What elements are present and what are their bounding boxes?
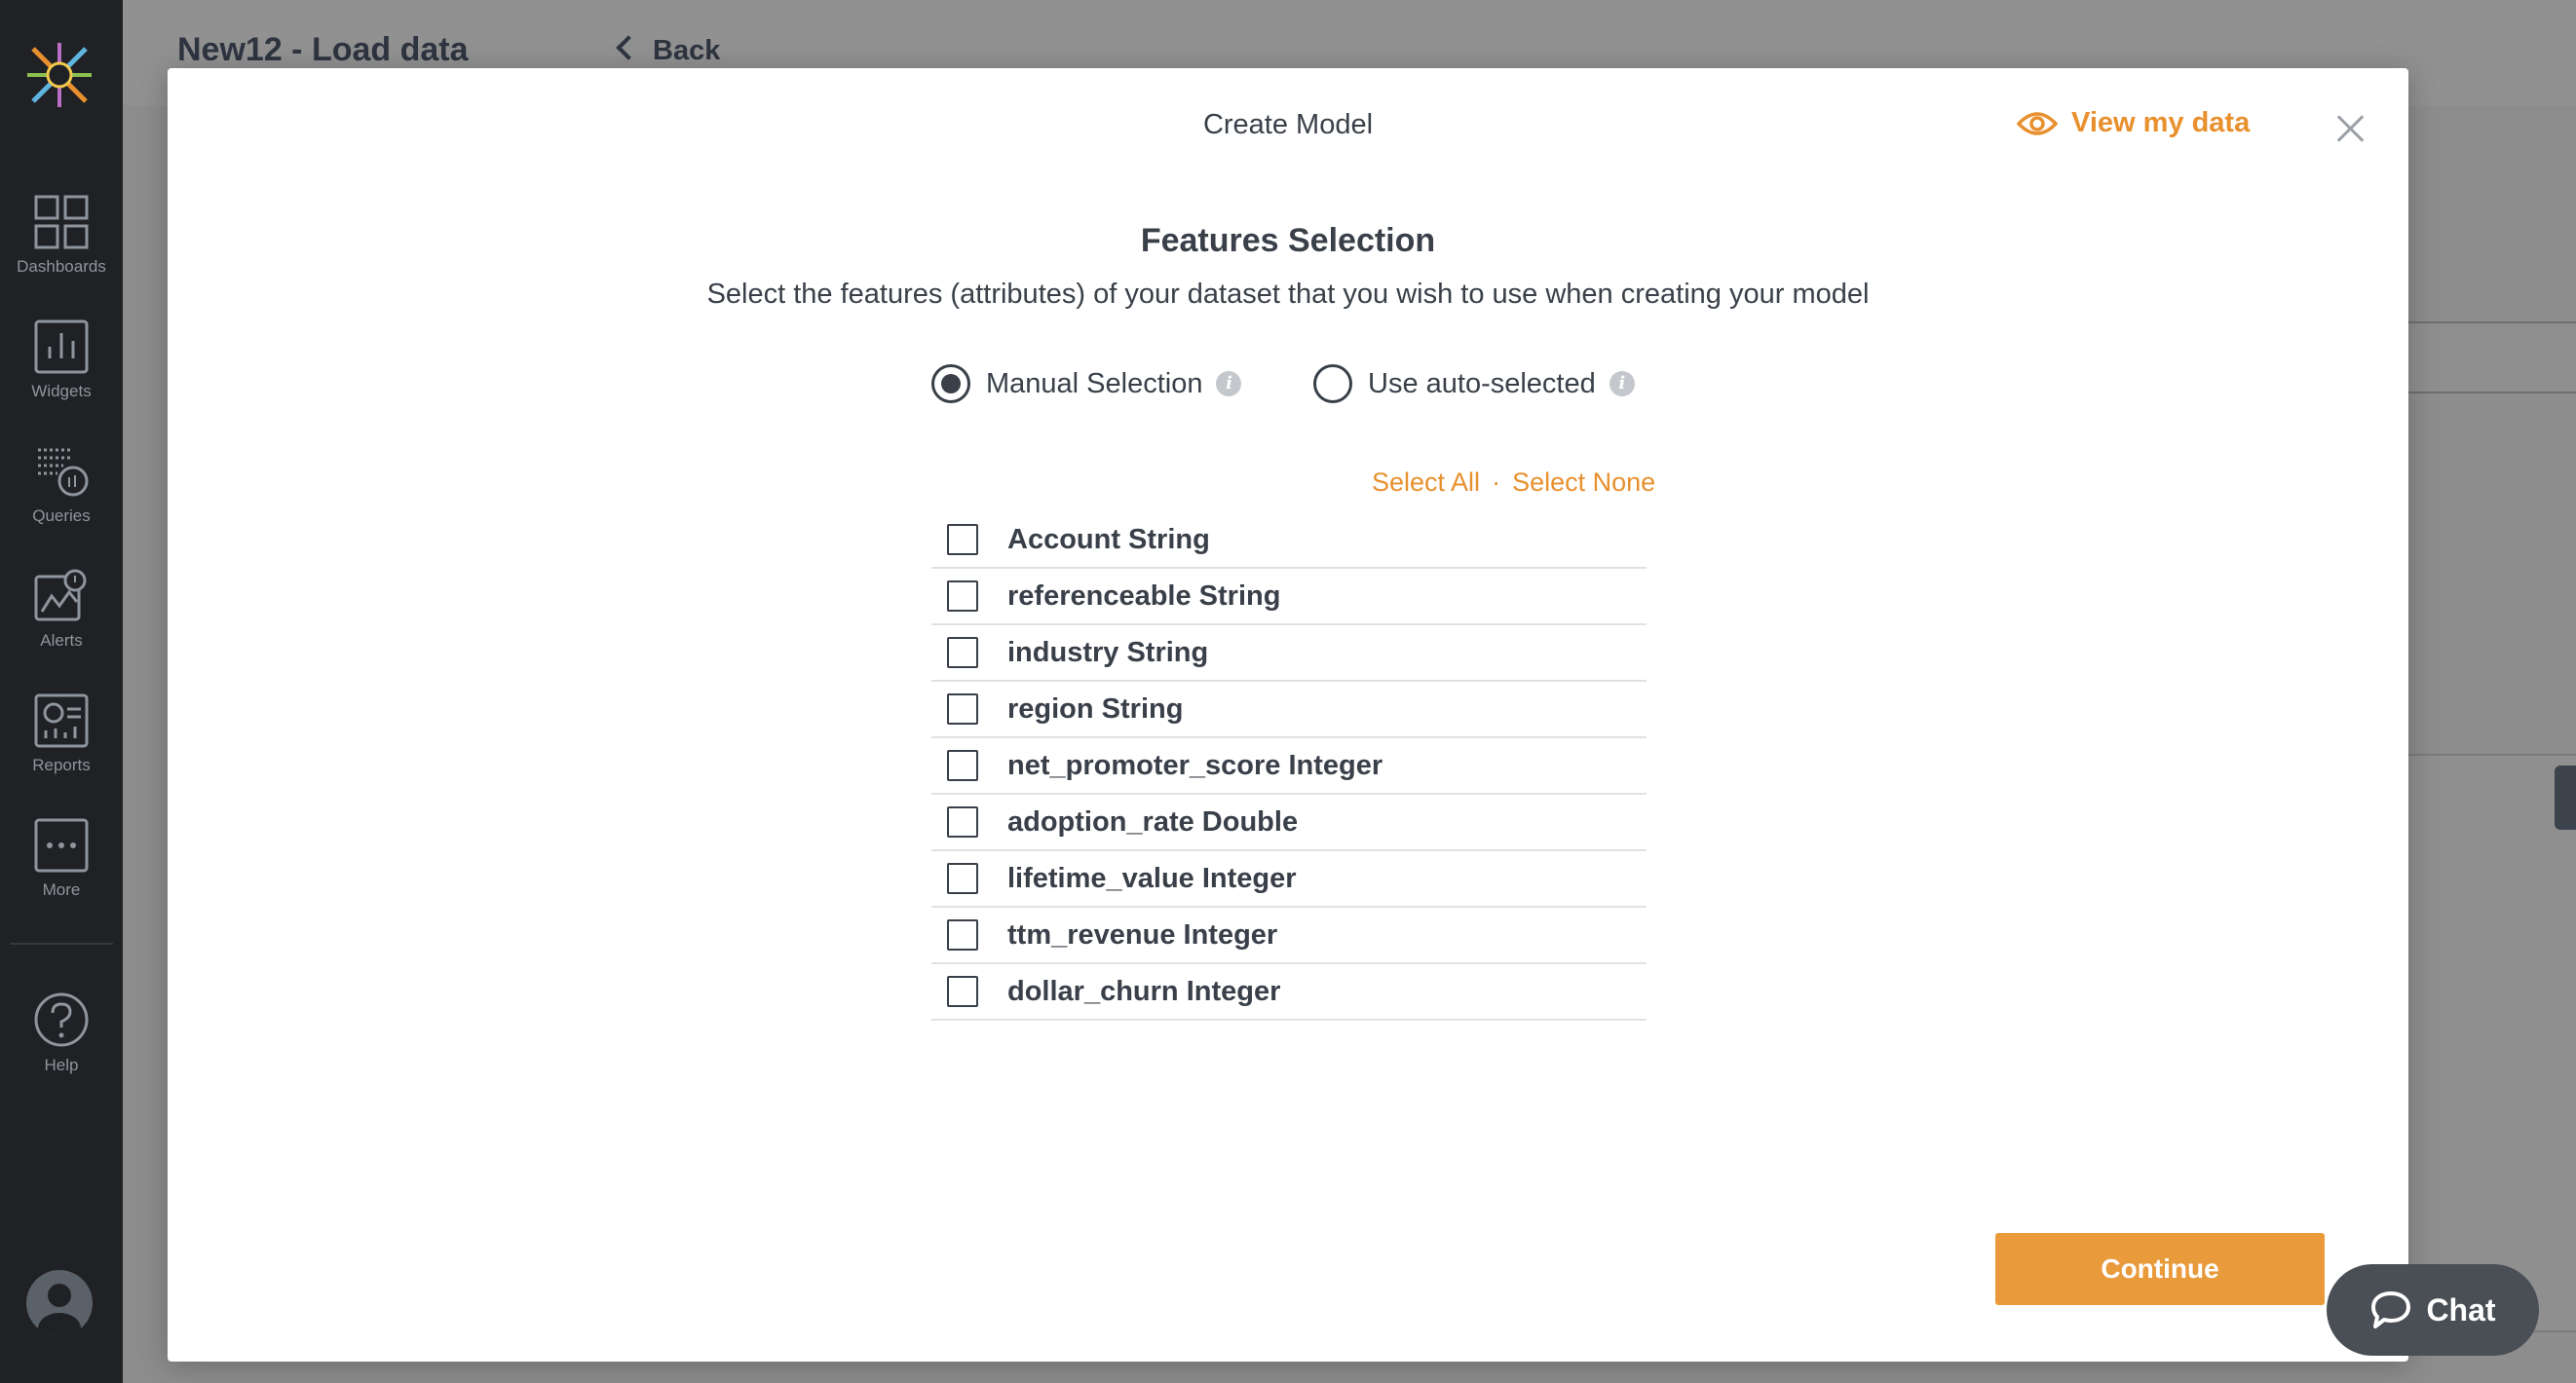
radio-button[interactable] [1313,364,1352,403]
sidebar-item-label: More [42,880,81,899]
feature-checkbox[interactable] [947,919,978,951]
feature-checkbox[interactable] [947,580,978,612]
radio-use-auto-selected[interactable] [1313,364,1635,403]
feature-list [931,512,1647,1021]
sidebar-item-reports[interactable] [0,693,123,775]
feature-checkbox[interactable] [947,976,978,1007]
queries-icon [34,444,89,499]
sidebar-item-label: Dashboards [17,257,106,276]
sidebar-item-label: Alerts [40,631,83,650]
feature-label: dollar_churn Integer [1007,975,1281,1007]
avatar[interactable] [26,1270,93,1336]
feature-checkbox[interactable] [947,863,978,894]
sidebar-item-queries[interactable] [0,444,123,526]
list-item[interactable] [931,512,1647,569]
sidebar-item-help[interactable] [0,991,123,1075]
feature-label: adoption_rate Double [1007,805,1299,838]
list-item[interactable] [931,908,1647,964]
select-all-link[interactable]: Select All [1372,467,1481,497]
view-my-data-link[interactable] [2017,107,2250,139]
widgets-icon [34,319,89,374]
feature-checkbox[interactable] [947,806,978,838]
close-icon[interactable] [2330,109,2369,148]
feature-label: net_promoter_score Integer [1007,749,1383,781]
select-none-link[interactable]: Select None [1512,467,1656,497]
info-icon[interactable]: i [1610,371,1635,396]
info-icon[interactable]: i [1216,371,1241,396]
radio-manual-selection[interactable] [931,364,1241,403]
select-links [1372,467,1655,498]
dashboards-icon [34,195,89,249]
feature-label: Account String [1007,523,1210,555]
sidebar [0,0,123,1383]
sidebar-item-label: Queries [32,506,91,525]
view-my-data-label: View my data [2071,107,2251,138]
sidebar-item-label: Help [44,1056,79,1074]
sidebar-item-alerts[interactable] [0,569,123,651]
background-chart-button [2555,766,2576,830]
radio-label: Manual Selection [986,367,1203,399]
section-subtitle: Select the features (attributes) of your dataset that you wish to use when creating your model [706,279,1870,310]
list-item[interactable] [931,569,1647,625]
section-title: Features Selection [1140,222,1436,259]
feature-checkbox[interactable] [947,693,978,725]
sidebar-item-more[interactable] [0,818,123,900]
feature-label: ttm_revenue Integer [1007,918,1278,951]
sidebar-divider [10,943,113,945]
sidebar-item-widgets[interactable] [0,319,123,401]
list-item[interactable] [931,795,1647,851]
sidebar-item-dashboards[interactable] [0,195,123,277]
list-item[interactable] [931,851,1647,908]
alerts-icon [34,569,89,623]
eye-icon [2017,110,2058,137]
feature-checkbox[interactable] [947,750,978,781]
chat-bubble-icon [2369,1290,2412,1330]
feature-checkbox[interactable] [947,524,978,555]
list-item[interactable] [931,964,1647,1021]
chat-label: Chat [2426,1291,2496,1327]
sidebar-item-label: Widgets [31,382,92,400]
radio-label: Use auto-selected [1368,367,1596,399]
more-icon [34,818,89,873]
separator: · [1492,467,1501,497]
continue-button[interactable]: Continue [1995,1233,2325,1305]
feature-label: industry String [1007,636,1209,668]
list-item[interactable] [931,682,1647,738]
create-model-dialog [168,68,2408,1362]
list-item[interactable] [931,625,1647,682]
feature-label: lifetime_value Integer [1007,862,1297,894]
app-logo[interactable] [23,39,95,111]
background-select [2383,321,2576,393]
feature-label: referenceable String [1007,579,1281,612]
list-item[interactable] [931,738,1647,795]
sidebar-item-label: Reports [32,756,91,774]
feature-label: region String [1007,692,1184,725]
back-link[interactable]: Back [653,35,721,66]
page-title: New12 - Load data [177,31,469,68]
reports-icon [34,693,89,748]
chevron-left-icon [616,35,640,59]
help-icon [33,991,90,1048]
chat-button[interactable] [2327,1264,2539,1356]
radio-button[interactable] [931,364,970,403]
feature-checkbox[interactable] [947,637,978,668]
dialog-title: Create Model [1202,109,1374,140]
